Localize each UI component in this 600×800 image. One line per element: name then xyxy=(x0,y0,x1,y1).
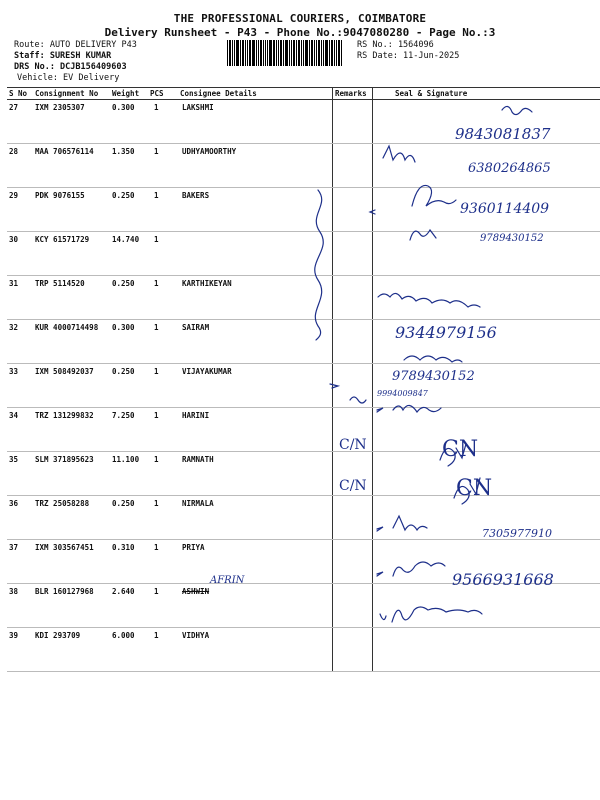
row-pcs: 1 xyxy=(148,364,178,408)
handwritten-afrin: AFRIN xyxy=(210,575,245,586)
row-weight: 0.300 xyxy=(110,320,148,364)
row-consignee: PRIYA xyxy=(178,540,333,584)
rs-number: RS No.: 1564096 xyxy=(357,40,434,50)
phone-row-37: 7305977910 xyxy=(482,527,552,540)
row-consignee: VIJAYAKUMAR xyxy=(178,364,333,408)
row-consignment: SLM 371895623 xyxy=(33,452,110,496)
row-consignee: LAKSHMI xyxy=(178,100,333,144)
row-remarks xyxy=(333,496,373,540)
row-consignee: KARTHIKEYAN xyxy=(178,276,333,320)
col-weight: Weight xyxy=(110,88,148,100)
phone-row-32: 9344979156 xyxy=(395,323,497,342)
row-weight: 7.250 xyxy=(110,408,148,452)
row-pcs: 1 xyxy=(148,628,178,672)
col-consignment: Consignment No xyxy=(33,88,110,100)
row-consignment: KCY 61571729 xyxy=(33,232,110,276)
row-weight: 2.640 xyxy=(110,584,148,628)
row-consignment: BLR 160127968 xyxy=(33,584,110,628)
row-remarks xyxy=(333,584,373,628)
row-consignment: IXM 303567451 xyxy=(33,540,110,584)
row-sno: 32 xyxy=(7,320,33,364)
row-consignment: IXM 508492037 xyxy=(33,364,110,408)
phone-row-38: 9566931668 xyxy=(452,570,554,589)
route-label: Route: AUTO DELIVERY P43 xyxy=(14,40,137,50)
row-sno: 27 xyxy=(7,100,33,144)
row-pcs: 1 xyxy=(148,584,178,628)
row-weight: 0.250 xyxy=(110,364,148,408)
row-pcs: 1 xyxy=(148,320,178,364)
row-weight: 0.250 xyxy=(110,276,148,320)
row-consignee: HARINI xyxy=(178,408,333,452)
row-consignment: PDK 9076155 xyxy=(33,188,110,232)
seal-row-36: CN xyxy=(456,476,493,501)
col-consignee: Consignee Details xyxy=(178,88,333,100)
row-weight: 0.310 xyxy=(110,540,148,584)
row-consignee xyxy=(178,232,333,276)
row-pcs: 1 xyxy=(148,276,178,320)
row-weight: 0.300 xyxy=(110,100,148,144)
company-title: THE PROFESSIONAL COURIERS, COIMBATORE xyxy=(173,12,427,25)
row-remarks xyxy=(333,276,373,320)
row-weight: 14.740 xyxy=(110,232,148,276)
row-weight: 0.250 xyxy=(110,188,148,232)
table-row xyxy=(7,452,600,496)
phone-row-29: 9360114409 xyxy=(460,201,550,217)
phone-row-33: 9789430152 xyxy=(392,369,475,384)
row-remarks xyxy=(333,232,373,276)
table-row xyxy=(7,320,600,364)
row-consignment: TRP 5114520 xyxy=(33,276,110,320)
phone-row-30: 9789430152 xyxy=(480,233,544,244)
remark-row-35: C/N xyxy=(339,437,367,453)
row-pcs: 1 xyxy=(148,188,178,232)
vehicle-label: Vehicle: EV Delivery xyxy=(17,73,120,83)
row-seal xyxy=(373,628,600,672)
table-header xyxy=(7,88,600,100)
remark-row-36: C/N xyxy=(339,478,367,494)
row-sno: 33 xyxy=(7,364,33,408)
row-sno: 34 xyxy=(7,408,33,452)
row-consignee: NIRMALA xyxy=(178,496,333,540)
phone-row-27: 9843081837 xyxy=(455,125,551,143)
row-remarks xyxy=(333,364,373,408)
row-pcs: 1 xyxy=(148,232,178,276)
row-sno: 37 xyxy=(7,540,33,584)
phone-row-34: 9994009847 xyxy=(377,389,428,398)
col-seal: Seal & Signature xyxy=(373,88,600,100)
row-sno: 38 xyxy=(7,584,33,628)
row-pcs: 1 xyxy=(148,408,178,452)
row-consignment: MAA 706576114 xyxy=(33,144,110,188)
row-pcs: 1 xyxy=(148,144,178,188)
table-row xyxy=(7,364,600,408)
row-sno: 36 xyxy=(7,496,33,540)
row-remarks xyxy=(333,188,373,232)
row-remarks xyxy=(333,144,373,188)
row-consignee: VIDHYA xyxy=(178,628,333,672)
row-consignee: BAKERS xyxy=(178,188,333,232)
row-pcs: 1 xyxy=(148,452,178,496)
table-row xyxy=(7,408,600,452)
table-row xyxy=(7,584,600,628)
staff-label: Staff: SURESH KUMAR xyxy=(14,51,112,61)
row-remarks xyxy=(333,320,373,364)
row-sno: 35 xyxy=(7,452,33,496)
row-sno: 28 xyxy=(7,144,33,188)
row-weight: 6.000 xyxy=(110,628,148,672)
row-consignee: UDHYAMOORTHY xyxy=(178,144,333,188)
row-seal xyxy=(373,408,600,452)
table-row xyxy=(7,276,600,320)
row-sno: 31 xyxy=(7,276,33,320)
row-consignee: RAMNATH xyxy=(178,452,333,496)
col-sno: S No xyxy=(7,88,33,100)
row-remarks xyxy=(333,100,373,144)
row-consignee: ASHWIN xyxy=(178,584,333,628)
row-remarks xyxy=(333,628,373,672)
row-weight: 0.250 xyxy=(110,496,148,540)
row-seal xyxy=(373,276,600,320)
row-seal xyxy=(373,584,600,628)
row-weight: 1.350 xyxy=(110,144,148,188)
row-pcs: 1 xyxy=(148,100,178,144)
row-consignment: TRZ 131299832 xyxy=(33,408,110,452)
row-weight: 11.100 xyxy=(110,452,148,496)
row-pcs: 1 xyxy=(148,540,178,584)
seal-row-35: CN xyxy=(442,437,479,462)
row-pcs: 1 xyxy=(148,496,178,540)
row-sno: 30 xyxy=(7,232,33,276)
col-pcs: PCS xyxy=(148,88,178,100)
row-sno: 39 xyxy=(7,628,33,672)
drs-label: DRS No.: DCJB156409603 xyxy=(14,62,127,72)
row-consignment: IXM 2305307 xyxy=(33,100,110,144)
row-consignment: KDI 293709 xyxy=(33,628,110,672)
row-remarks xyxy=(333,540,373,584)
rs-date: RS Date: 11-Jun-2025 xyxy=(357,51,460,61)
row-consignment: TRZ 25058288 xyxy=(33,496,110,540)
col-remarks: Remarks xyxy=(333,88,373,100)
row-sno: 29 xyxy=(7,188,33,232)
row-consignment: KUR 4000714498 xyxy=(33,320,110,364)
table-row xyxy=(7,628,600,672)
barcode xyxy=(227,40,347,66)
row-consignee: SAIRAM xyxy=(178,320,333,364)
runsheet-subtitle: Delivery Runsheet - P43 - Phone No.:9047080280 - Page No.:3 xyxy=(104,26,496,39)
phone-row-28: 6380264865 xyxy=(468,161,551,176)
